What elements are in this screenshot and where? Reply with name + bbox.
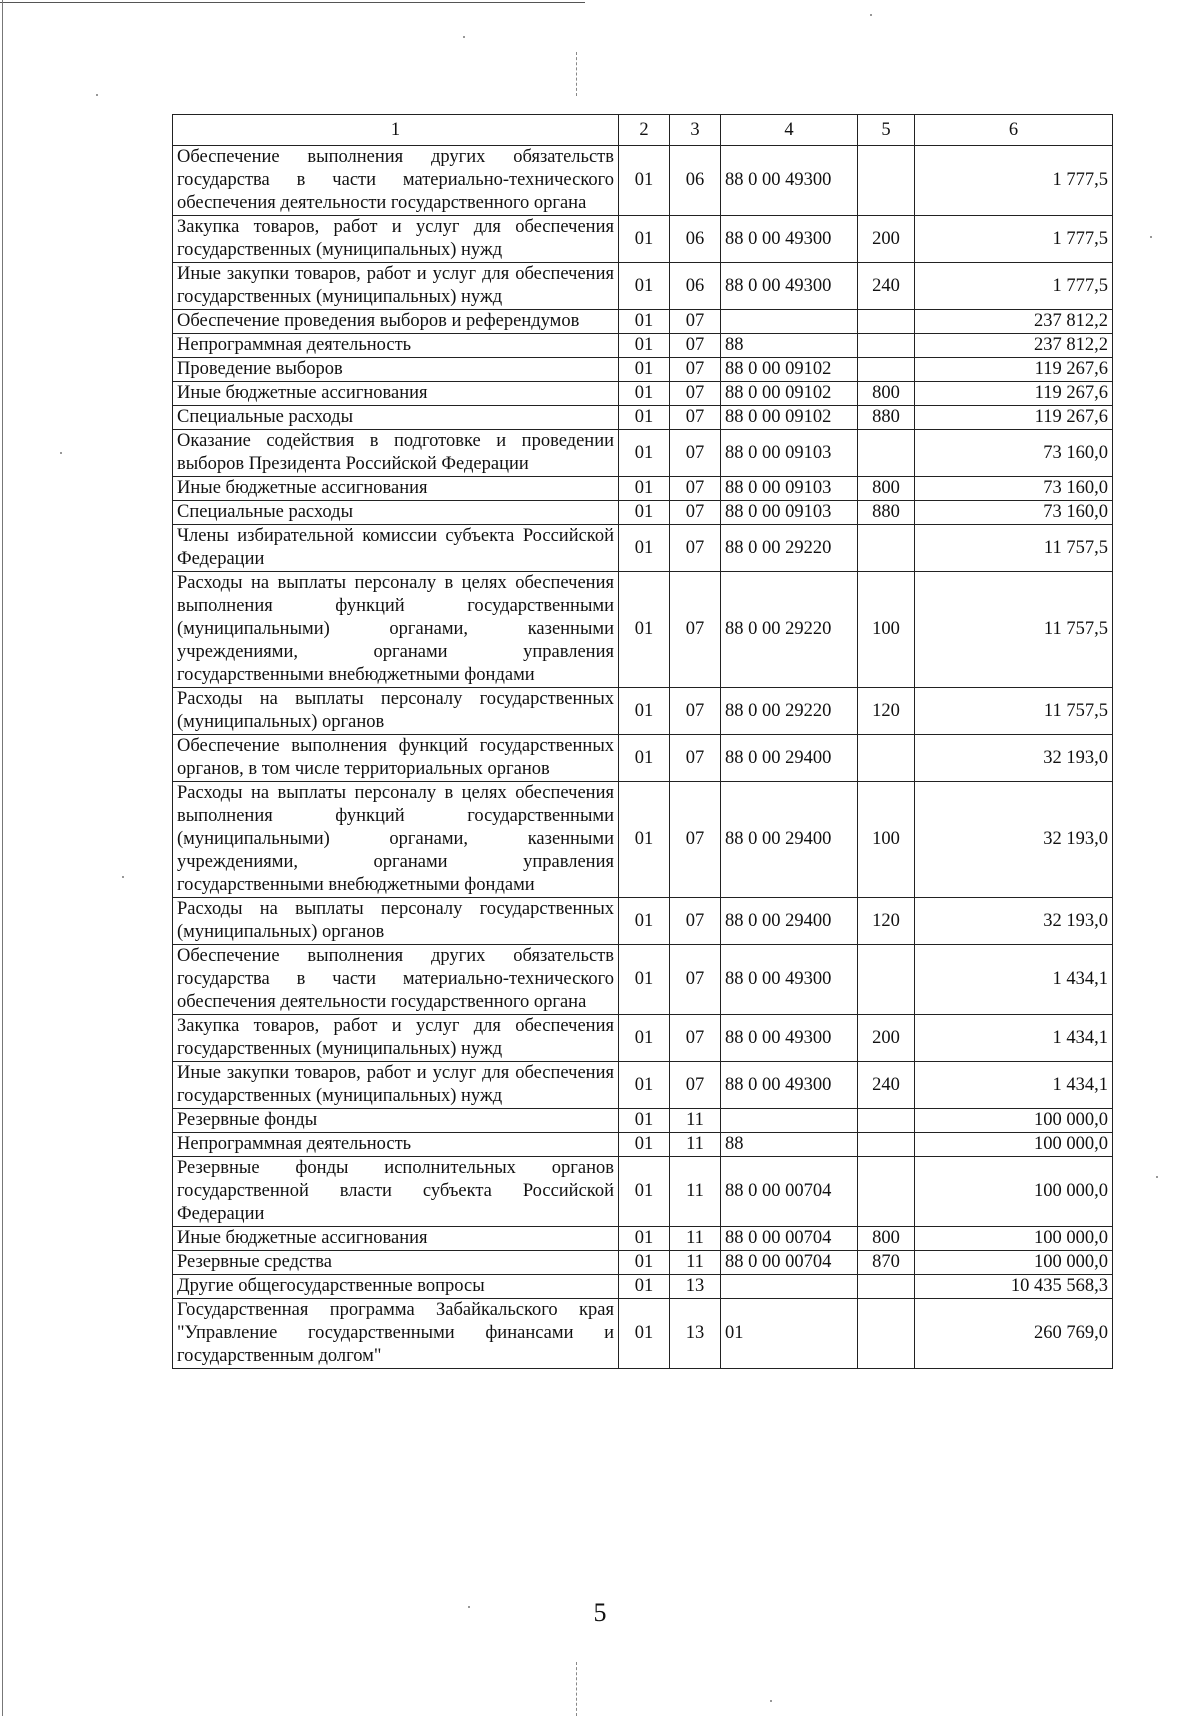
row-name-cell: Обеспечение выполнения других обязательств государства в части материально-технического обеспечения деятельности государственного органа — [173, 945, 619, 1015]
target-article-cell: 88 0 00 29400 — [721, 735, 858, 782]
expense-type-cell: 800 — [858, 477, 915, 501]
row-name-cell: Непрограммная деятельность — [173, 1133, 619, 1157]
section-code-cell: 01 — [619, 1133, 670, 1157]
expense-type-cell — [858, 735, 915, 782]
amount-cell: 32 193,0 — [915, 782, 1113, 898]
subsection-code-cell: 13 — [670, 1275, 721, 1299]
scan-speck — [96, 94, 98, 96]
scan-left-edge — [2, 0, 3, 1716]
expense-type-cell: 240 — [858, 263, 915, 310]
section-code-cell: 01 — [619, 1275, 670, 1299]
column-header: 5 — [858, 115, 915, 146]
section-code-cell: 01 — [619, 263, 670, 310]
table-row — [173, 1157, 1113, 1227]
target-article-cell — [721, 1275, 858, 1299]
target-article-cell: 88 0 00 29220 — [721, 572, 858, 688]
target-article-cell — [721, 310, 858, 334]
expense-type-cell — [858, 525, 915, 572]
row-name-cell: Расходы на выплаты персоналу государственных (муниципальных) органов — [173, 898, 619, 945]
section-code-cell: 01 — [619, 501, 670, 525]
row-name-cell: Иные закупки товаров, работ и услуг для обеспечения государственных (муниципальных) нужд — [173, 1062, 619, 1109]
section-code-cell: 01 — [619, 477, 670, 501]
table-row — [173, 782, 1113, 898]
section-code-cell: 01 — [619, 525, 670, 572]
table-row — [173, 1109, 1113, 1133]
amount-cell: 32 193,0 — [915, 898, 1113, 945]
row-name-cell: Резервные средства — [173, 1251, 619, 1275]
amount-cell: 119 267,6 — [915, 358, 1113, 382]
target-article-cell: 88 0 00 00704 — [721, 1251, 858, 1275]
target-article-cell: 88 0 00 09102 — [721, 358, 858, 382]
section-code-cell: 01 — [619, 1227, 670, 1251]
target-article-cell: 88 0 00 29220 — [721, 525, 858, 572]
amount-cell: 119 267,6 — [915, 406, 1113, 430]
scan-top-rule — [0, 2, 585, 3]
subsection-code-cell: 06 — [670, 263, 721, 310]
table-row — [173, 310, 1113, 334]
section-code-cell: 01 — [619, 146, 670, 216]
row-name-cell: Закупка товаров, работ и услуг для обеспечения государственных (муниципальных) нужд — [173, 216, 619, 263]
section-code-cell: 01 — [619, 572, 670, 688]
amount-cell: 32 193,0 — [915, 735, 1113, 782]
target-article-cell: 88 — [721, 1133, 858, 1157]
amount-cell: 100 000,0 — [915, 1157, 1113, 1227]
amount-cell: 100 000,0 — [915, 1109, 1113, 1133]
amount-cell: 100 000,0 — [915, 1251, 1113, 1275]
target-article-cell: 88 0 00 09103 — [721, 501, 858, 525]
row-name-cell: Проведение выборов — [173, 358, 619, 382]
table-row — [173, 1251, 1113, 1275]
target-article-cell: 88 0 00 49300 — [721, 263, 858, 310]
expense-type-cell: 120 — [858, 688, 915, 735]
table-row — [173, 406, 1113, 430]
section-code-cell: 01 — [619, 1015, 670, 1062]
subsection-code-cell: 07 — [670, 501, 721, 525]
amount-cell: 260 769,0 — [915, 1299, 1113, 1369]
expense-type-cell — [858, 945, 915, 1015]
subsection-code-cell: 11 — [670, 1133, 721, 1157]
target-article-cell: 88 0 00 09102 — [721, 382, 858, 406]
row-name-cell: Обеспечение выполнения функций государственных органов, в том числе территориальных органов — [173, 735, 619, 782]
section-code-cell: 01 — [619, 945, 670, 1015]
target-article-cell: 88 0 00 29400 — [721, 898, 858, 945]
subsection-code-cell: 07 — [670, 688, 721, 735]
section-code-cell: 01 — [619, 782, 670, 898]
table-row — [173, 382, 1113, 406]
section-code-cell: 01 — [619, 898, 670, 945]
row-name-cell: Специальные расходы — [173, 406, 619, 430]
subsection-code-cell: 11 — [670, 1157, 721, 1227]
row-name-cell: Обеспечение выполнения других обязательств государства в части материально-технического обеспечения деятельности государственного органа — [173, 146, 619, 216]
subsection-code-cell: 07 — [670, 898, 721, 945]
section-code-cell: 01 — [619, 1109, 670, 1133]
expense-type-cell: 120 — [858, 898, 915, 945]
expense-type-cell — [858, 1299, 915, 1369]
expense-type-cell: 800 — [858, 382, 915, 406]
table-body — [173, 146, 1113, 1369]
target-article-cell: 88 — [721, 334, 858, 358]
amount-cell: 237 812,2 — [915, 310, 1113, 334]
subsection-code-cell: 07 — [670, 525, 721, 572]
scan-speck — [870, 14, 872, 16]
amount-cell: 73 160,0 — [915, 477, 1113, 501]
section-code-cell: 01 — [619, 358, 670, 382]
row-name-cell: Резервные фонды исполнительных органов государственной власти субъекта Российской Федерации — [173, 1157, 619, 1227]
subsection-code-cell: 11 — [670, 1251, 721, 1275]
amount-cell: 73 160,0 — [915, 430, 1113, 477]
expense-type-cell — [858, 358, 915, 382]
row-name-cell: Члены избирательной комиссии субъекта Российской Федерации — [173, 525, 619, 572]
row-name-cell: Оказание содействия в подготовке и проведении выборов Президента Российской Федерации — [173, 430, 619, 477]
section-code-cell: 01 — [619, 382, 670, 406]
expense-type-cell: 240 — [858, 1062, 915, 1109]
column-header: 1 — [173, 115, 619, 146]
amount-cell: 119 267,6 — [915, 382, 1113, 406]
amount-cell: 1 777,5 — [915, 146, 1113, 216]
section-code-cell: 01 — [619, 1251, 670, 1275]
scan-speck — [60, 452, 62, 454]
section-code-cell: 01 — [619, 688, 670, 735]
target-article-cell: 88 0 00 49300 — [721, 216, 858, 263]
target-article-cell: 88 0 00 49300 — [721, 146, 858, 216]
scan-speck — [122, 876, 124, 878]
row-name-cell: Иные бюджетные ассигнования — [173, 477, 619, 501]
section-code-cell: 01 — [619, 735, 670, 782]
row-name-cell: Обеспечение проведения выборов и референдумов — [173, 310, 619, 334]
row-name-cell: Резервные фонды — [173, 1109, 619, 1133]
scan-speck — [1150, 236, 1152, 238]
amount-cell: 11 757,5 — [915, 572, 1113, 688]
subsection-code-cell: 07 — [670, 1015, 721, 1062]
expense-type-cell: 200 — [858, 216, 915, 263]
scan-speck — [770, 1700, 772, 1702]
target-article-cell: 88 0 00 09103 — [721, 430, 858, 477]
amount-cell: 237 812,2 — [915, 334, 1113, 358]
expense-type-cell: 100 — [858, 572, 915, 688]
row-name-cell: Государственная программа Забайкальского края "Управление государственными финансами и государственным долгом" — [173, 1299, 619, 1369]
expense-type-cell — [858, 1157, 915, 1227]
table-row — [173, 334, 1113, 358]
table-header-row — [173, 115, 1113, 146]
expense-type-cell: 100 — [858, 782, 915, 898]
amount-cell: 11 757,5 — [915, 688, 1113, 735]
amount-cell: 11 757,5 — [915, 525, 1113, 572]
row-name-cell: Иные бюджетные ассигнования — [173, 1227, 619, 1251]
section-code-cell: 01 — [619, 310, 670, 334]
amount-cell: 1 434,1 — [915, 945, 1113, 1015]
amount-cell: 100 000,0 — [915, 1227, 1113, 1251]
column-header: 2 — [619, 115, 670, 146]
section-code-cell: 01 — [619, 406, 670, 430]
table-row — [173, 1299, 1113, 1369]
expense-type-cell: 870 — [858, 1251, 915, 1275]
target-article-cell: 88 0 00 29400 — [721, 782, 858, 898]
row-name-cell: Иные закупки товаров, работ и услуг для обеспечения государственных (муниципальных) нужд — [173, 263, 619, 310]
subsection-code-cell: 07 — [670, 477, 721, 501]
subsection-code-cell: 07 — [670, 572, 721, 688]
table-row — [173, 572, 1113, 688]
table-row — [173, 1275, 1113, 1299]
table-row — [173, 688, 1113, 735]
table-row — [173, 898, 1113, 945]
table-row — [173, 358, 1113, 382]
target-article-cell: 88 0 00 49300 — [721, 1015, 858, 1062]
target-article-cell: 01 — [721, 1299, 858, 1369]
expense-type-cell: 880 — [858, 501, 915, 525]
subsection-code-cell: 07 — [670, 735, 721, 782]
amount-cell: 1 434,1 — [915, 1015, 1113, 1062]
column-header: 6 — [915, 115, 1113, 146]
target-article-cell: 88 0 00 00704 — [721, 1157, 858, 1227]
table-row — [173, 263, 1113, 310]
amount-cell: 1 434,1 — [915, 1062, 1113, 1109]
fold-mark-bottom — [576, 1662, 577, 1716]
target-article-cell: 88 0 00 09102 — [721, 406, 858, 430]
subsection-code-cell: 07 — [670, 945, 721, 1015]
row-name-cell: Расходы на выплаты персоналу государственных (муниципальных) органов — [173, 688, 619, 735]
target-article-cell: 88 0 00 49300 — [721, 945, 858, 1015]
section-code-cell: 01 — [619, 1062, 670, 1109]
table-row — [173, 216, 1113, 263]
expense-type-cell — [858, 146, 915, 216]
subsection-code-cell: 06 — [670, 146, 721, 216]
column-header: 4 — [721, 115, 858, 146]
column-header: 3 — [670, 115, 721, 146]
subsection-code-cell: 06 — [670, 216, 721, 263]
target-article-cell: 88 0 00 49300 — [721, 1062, 858, 1109]
target-article-cell: 88 0 00 09103 — [721, 477, 858, 501]
row-name-cell: Закупка товаров, работ и услуг для обеспечения государственных (муниципальных) нужд — [173, 1015, 619, 1062]
subsection-code-cell: 11 — [670, 1109, 721, 1133]
row-name-cell: Расходы на выплаты персоналу в целях обеспечения выполнения функций государственными (муниципальными) органами, казенными учреждениями, органами управления государственными внебюджетными фондами — [173, 782, 619, 898]
table-row — [173, 146, 1113, 216]
expense-type-cell: 200 — [858, 1015, 915, 1062]
amount-cell: 1 777,5 — [915, 216, 1113, 263]
table-row — [173, 1015, 1113, 1062]
subsection-code-cell: 07 — [670, 382, 721, 406]
amount-cell: 1 777,5 — [915, 263, 1113, 310]
subsection-code-cell: 07 — [670, 1062, 721, 1109]
table-row — [173, 945, 1113, 1015]
table-row — [173, 477, 1113, 501]
row-name-cell: Иные бюджетные ассигнования — [173, 382, 619, 406]
page-number: 5 — [593, 1598, 607, 1627]
subsection-code-cell: 07 — [670, 358, 721, 382]
table-row — [173, 501, 1113, 525]
row-name-cell: Непрограммная деятельность — [173, 334, 619, 358]
amount-cell: 73 160,0 — [915, 501, 1113, 525]
amount-cell: 10 435 568,3 — [915, 1275, 1113, 1299]
expense-type-cell — [858, 1275, 915, 1299]
expense-type-cell — [858, 334, 915, 358]
expense-type-cell — [858, 1133, 915, 1157]
section-code-cell: 01 — [619, 1157, 670, 1227]
table-row — [173, 525, 1113, 572]
target-article-cell: 88 0 00 00704 — [721, 1227, 858, 1251]
scan-speck — [463, 36, 465, 38]
section-code-cell: 01 — [619, 430, 670, 477]
subsection-code-cell: 07 — [670, 430, 721, 477]
section-code-cell: 01 — [619, 216, 670, 263]
expense-type-cell: 880 — [858, 406, 915, 430]
expense-type-cell — [858, 1109, 915, 1133]
expense-type-cell — [858, 310, 915, 334]
section-code-cell: 01 — [619, 334, 670, 358]
budget-table — [172, 114, 1113, 1369]
scan-speck — [1156, 1176, 1158, 1178]
subsection-code-cell: 11 — [670, 1227, 721, 1251]
subsection-code-cell: 07 — [670, 334, 721, 358]
row-name-cell: Специальные расходы — [173, 501, 619, 525]
expense-type-cell — [858, 430, 915, 477]
expense-type-cell: 800 — [858, 1227, 915, 1251]
table-row — [173, 1227, 1113, 1251]
subsection-code-cell: 07 — [670, 406, 721, 430]
section-code-cell: 01 — [619, 1299, 670, 1369]
subsection-code-cell: 07 — [670, 310, 721, 334]
row-name-cell: Другие общегосударственные вопросы — [173, 1275, 619, 1299]
table-row — [173, 735, 1113, 782]
amount-cell: 100 000,0 — [915, 1133, 1113, 1157]
fold-mark-top — [576, 52, 577, 96]
row-name-cell: Расходы на выплаты персоналу в целях обеспечения выполнения функций государственными (муниципальными) органами, казенными учреждениями, органами управления государственными внебюджетными фондами — [173, 572, 619, 688]
subsection-code-cell: 07 — [670, 782, 721, 898]
target-article-cell — [721, 1109, 858, 1133]
table-row — [173, 430, 1113, 477]
subsection-code-cell: 13 — [670, 1299, 721, 1369]
target-article-cell: 88 0 00 29220 — [721, 688, 858, 735]
table-row — [173, 1133, 1113, 1157]
table-row — [173, 1062, 1113, 1109]
